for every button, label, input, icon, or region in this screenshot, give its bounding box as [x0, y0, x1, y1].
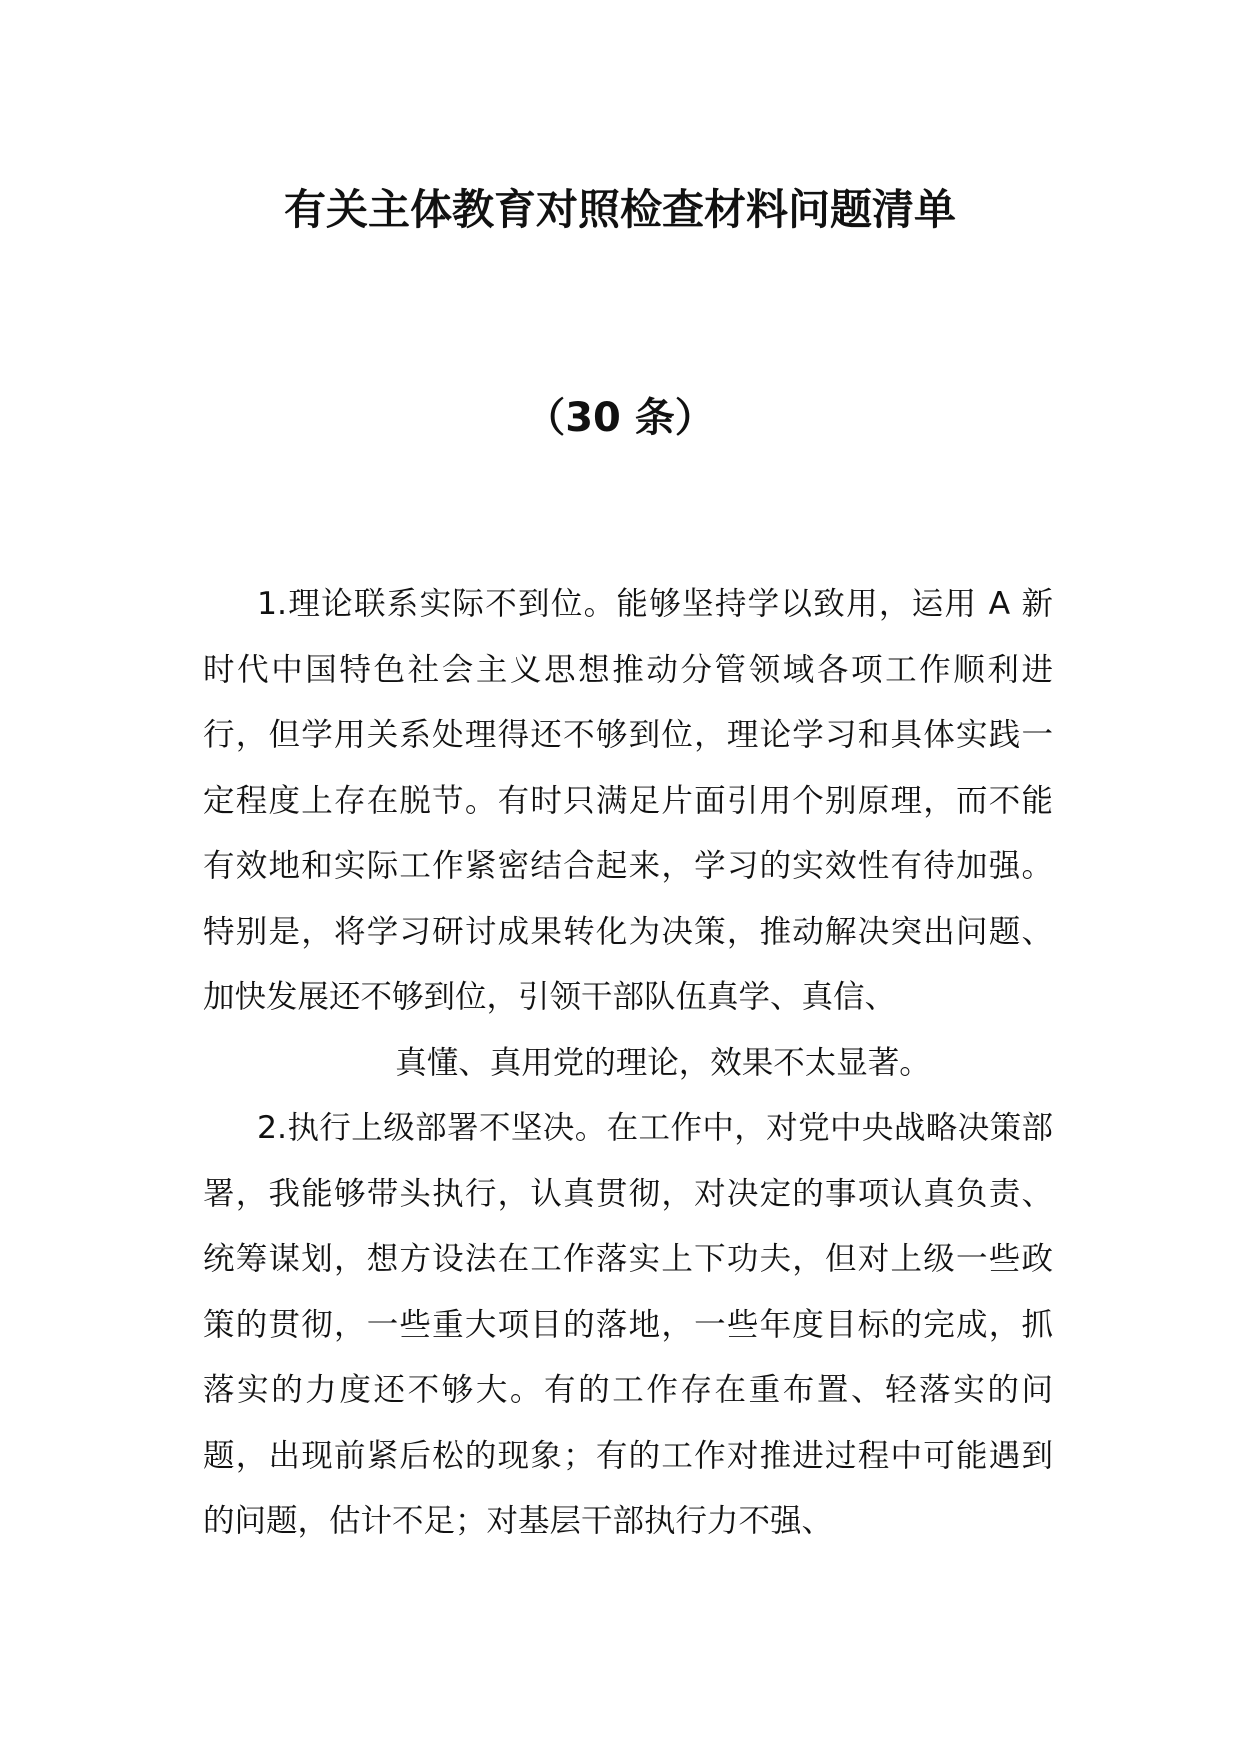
paragraph-1: 1.理论联系实际不到位。能够坚持学以致用，运用 A 新时代中国特色社会主义思想推动分管领域各项工作顺利进行，但学用关系处理得还不够到位，理论学习和具体实践一定程度上存在脱节。有时只满足片面引用个别原理，而不能有效地和实际工作紧密结合起来，学习的实效性有待加强。特别是，将学习研讨成果转化为决策，推动解决突出问题、加快发展还不够到位，引领干部队伍真学、真信、	[203, 586, 1053, 1015]
document-body	[203, 572, 1053, 1555]
paragraph-2: 2.执行上级部署不坚决。在工作中，对党中央战略决策部署，我能够带头执行，认真贯彻，对决定的事项认真负责、统筹谋划，想方设法在工作落实上下功夫，但对上级一些政策的贯彻，一些重大项目的落地，一些年度目标的完成，抓落实的力度还不够大。有的工作存在重布置、轻落实的问题，出现前紧后松的现象；有的工作对推进过程中可能遇到的问题，估计不足；对基层干部执行力不强、	[203, 1110, 1053, 1539]
document-subtitle: （30 条）	[525, 395, 715, 441]
paragraph-1-tail: 真懂、真用党的理论，效果不太显著。	[395, 1044, 931, 1081]
document-title: 有关主体教育对照检查材料问题清单	[283, 185, 956, 234]
